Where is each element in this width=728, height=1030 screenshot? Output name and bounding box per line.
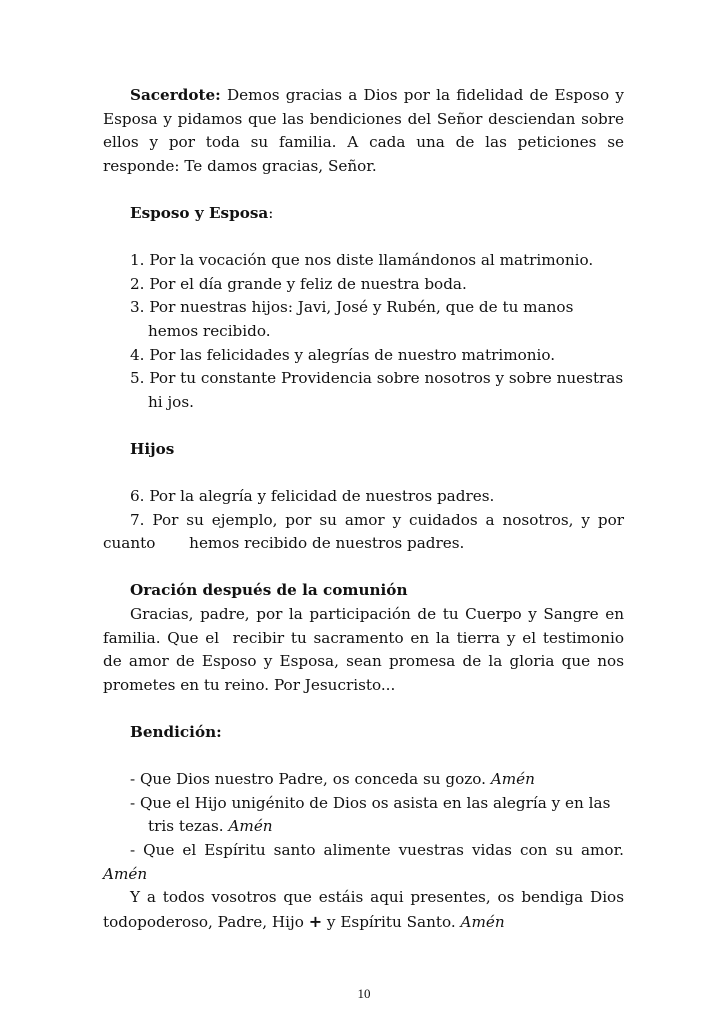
list-item: 3. Por nuestras hijos: Javi, José y Rubén, que de tu manos hemos recibido. xyxy=(130,298,574,340)
bendicion-line-3-text: - Que el Espíritu santo alimente vuestras vidas con su amor. xyxy=(130,841,624,859)
amen-4: Amén xyxy=(460,912,505,931)
amen-1: Amén xyxy=(490,770,535,789)
bendicion-line-1 xyxy=(103,768,624,792)
oracion-text: Gracias, padre, por la participación de tu Cuerpo y Sangre en familia. Que el recibir tu sacramento en la tierra y el testimonio de amor de Esposo y Esposa, sean promesa de la gloria que nos prometes en tu reino. Por Jesucristo... xyxy=(103,605,629,694)
sacerdote-paragraph xyxy=(103,84,624,178)
esposos-heading xyxy=(103,202,624,226)
hijos-heading: Hijos xyxy=(130,439,175,458)
bendicion-line-2-text: - Que el Hijo unigénito de Dios os asista en las alegría y en las tris tezas. xyxy=(130,793,611,836)
esposos-heading-text: Esposo y Esposa xyxy=(130,203,269,222)
bendicion-heading: Bendición: xyxy=(130,723,222,742)
sacerdote-text: Demos gracias a Dios por la fidelidad de Esposo y Esposa y pidamos que las bendiciones del Señor desciendan sobre ellos y por toda su familia. A cada una de las peticiones se responde: Te damos gracias, Señor. xyxy=(103,86,624,175)
speaker-label: Sacerdote: xyxy=(130,86,221,104)
esposos-heading-colon: : xyxy=(268,203,274,222)
amen-3: Amén xyxy=(103,864,148,883)
list-item: 2. Por el día grande y feliz de nuestra boda. xyxy=(130,274,467,293)
hijos-item-6: 6. Por la alegría y felicidad de nuestros padres. xyxy=(130,487,495,506)
bendicion-final-text-2: y Espíritu Santo. xyxy=(322,912,461,931)
cross-icon: + xyxy=(308,911,323,931)
amen-2: Amén xyxy=(228,817,273,836)
page-number: 10 xyxy=(357,986,371,1001)
list-item: 1. Por la vocación que nos diste llamándonos al matrimonio. xyxy=(130,251,594,270)
hijos-item-7: 7. Por su ejemplo, por su amor y cuidados a nosotros, y por cuanto hemos recibido de nuestros padres. xyxy=(103,510,629,553)
bendicion-line-1-text: - Que Dios nuestro Padre, os conceda su gozo. xyxy=(130,770,491,789)
bendicion-line-2 xyxy=(103,792,624,839)
list-item: 4. Por las felicidades y alegrías de nuestro matrimonio. xyxy=(130,345,556,364)
document-page xyxy=(103,84,629,934)
oracion-heading: Oración después de la comunión xyxy=(130,581,408,600)
list-item: 5. Por tu constante Providencia sobre nosotros y sobre nuestras hi jos. xyxy=(130,369,624,411)
bendicion-line-3 xyxy=(103,839,624,886)
bendicion-final xyxy=(103,886,624,934)
bendicion-final-text: Y a todos vosotros que estáis aqui presentes, os bendiga Dios todopoderoso, Padre, Hijo xyxy=(103,888,624,931)
esposos-list xyxy=(103,249,624,414)
